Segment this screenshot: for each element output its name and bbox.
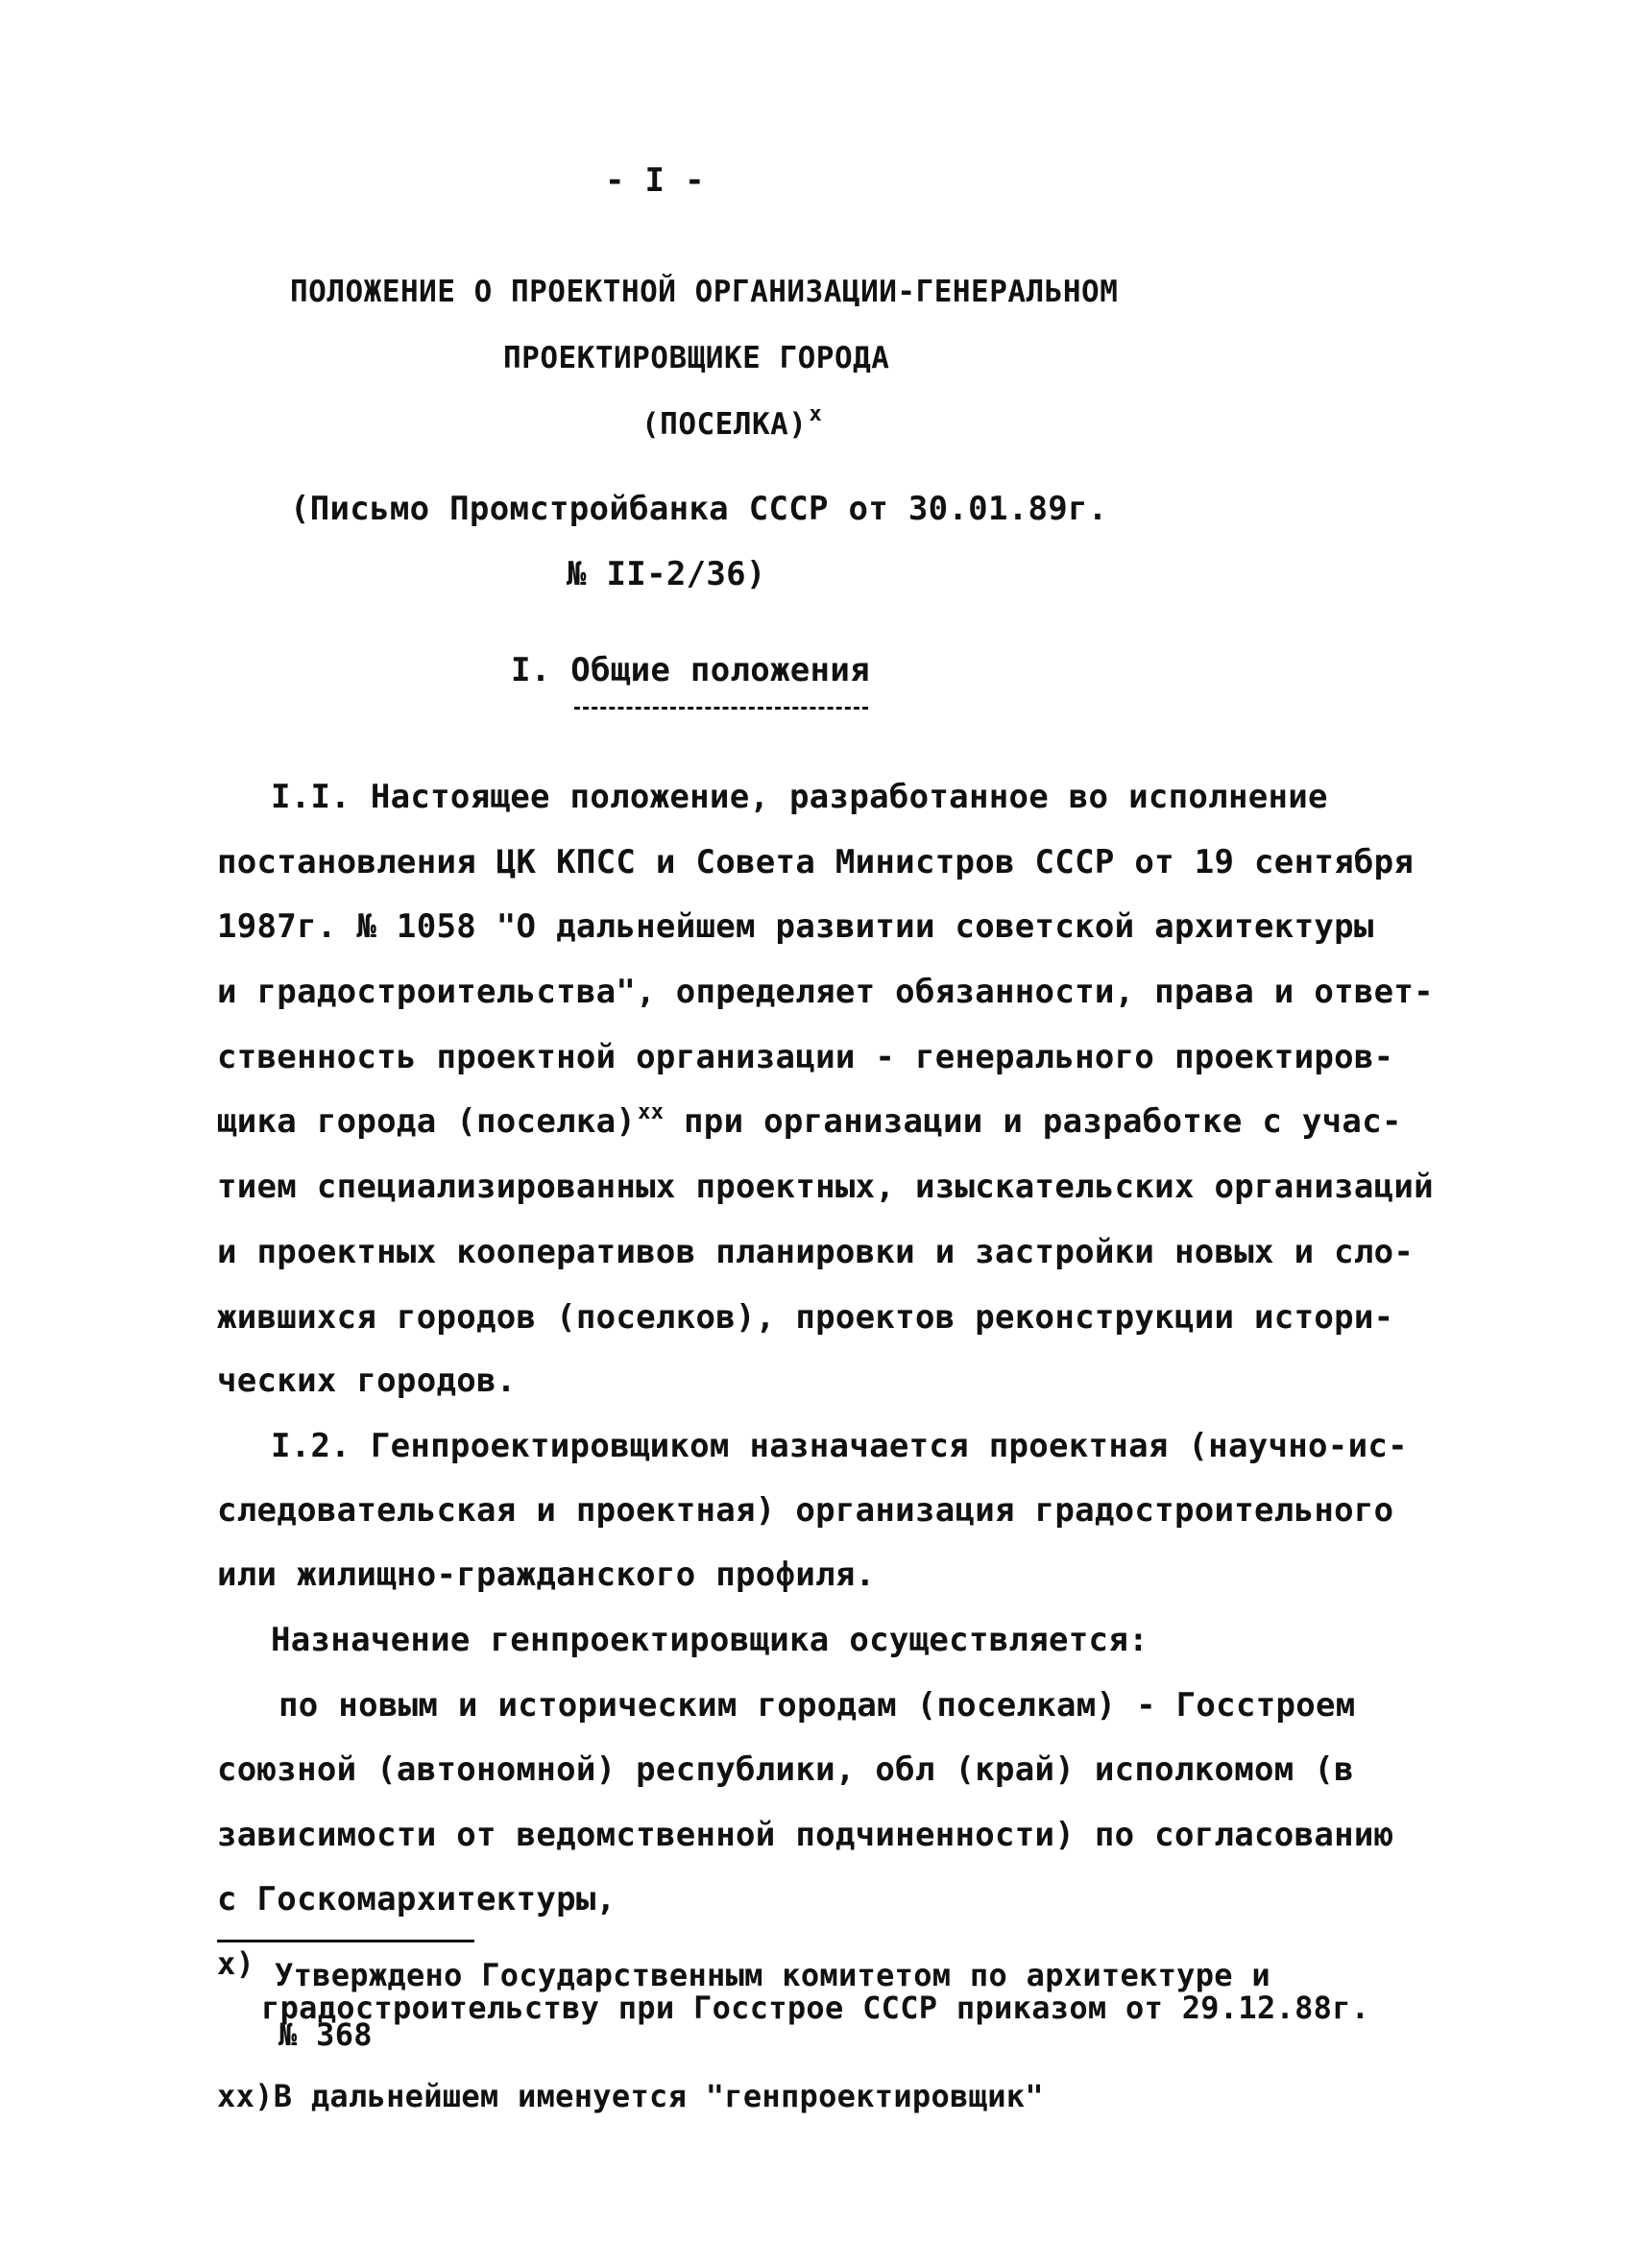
para-1-1-line-10: ческих городов. xyxy=(217,1362,517,1400)
para-1-1-line-9: жившихся городов (поселков), проектов реконструкции истори- xyxy=(217,1298,1394,1337)
para-1-1-line-4: и градостроительства", определяет обязанности, права и ответ- xyxy=(217,973,1434,1011)
para-1-1-line-5: ственность проектной организации - генерального проектиров- xyxy=(217,1038,1394,1076)
title-line-3 xyxy=(641,402,823,447)
appointment-line-5: с Госкомархитектуры, xyxy=(217,1880,617,1918)
appointment-line-1: Назначение генпроектировщика осуществляется: xyxy=(271,1621,1149,1659)
footnote-1-line-3: № 368 xyxy=(278,2016,373,2053)
title-line-3-text: (ПОСЕЛКА) xyxy=(641,407,808,442)
para-1-2-line-3: или жилищно-гражданского профиля. xyxy=(217,1556,876,1594)
para-1-1-line-3: 1987г. № 1058 "О дальнейшем развитии советской архитектуры xyxy=(217,907,1374,946)
para-1-1-line-6 xyxy=(217,1102,1402,1146)
reference-line-2: № II-2/36) xyxy=(567,555,766,593)
page-number: - I - xyxy=(605,161,705,200)
para-1-1-line-2: постановления ЦК КПСС и Совета Министров СССР от 19 сентября xyxy=(217,843,1415,881)
footnote-separator xyxy=(217,1940,474,1942)
para-1-1-line-6a: щика города (поселка) xyxy=(217,1102,637,1141)
footnote-1-line-1: Утверждено Государственным комитетом по архитектуре и xyxy=(275,1957,1270,1993)
footnote-1-mark: х) xyxy=(217,1945,255,1982)
footnote-2: хх)В дальнейшем именуется "генпроектировщик" xyxy=(217,2078,1044,2114)
para-1-1-footnote-mark: хх xyxy=(638,1100,665,1124)
para-1-1-line-7: тием специализированных проектных, изыскательских организаций xyxy=(217,1168,1434,1206)
title-line-2: ПРОЕКТИРОВЩИКЕ ГОРОДА xyxy=(503,341,890,375)
para-1-2-line-1: I.2. Генпроектировщиком назначается проектная (научно-ис- xyxy=(271,1427,1408,1465)
para-1-1-line-6b: при организации и разработке с учас- xyxy=(664,1102,1402,1141)
appointment-line-3: союзной (автономной) республики, обл (край) исполкомом (в xyxy=(217,1750,1354,1789)
title-footnote-mark: х xyxy=(809,402,823,426)
appointment-line-2: по новым и историческим городам (поселкам) - Госстроем xyxy=(278,1686,1356,1725)
title-line-1: ПОЛОЖЕНИЕ О ПРОЕКТНОЙ ОРГАНИЗАЦИИ-ГЕНЕРАЛЬНОМ xyxy=(290,275,1119,309)
section-heading: I. Общие положения xyxy=(511,651,870,689)
section-heading-underline xyxy=(574,707,868,710)
appointment-line-4: зависимости от ведомственной подчиненности) по согласованию xyxy=(217,1816,1394,1854)
reference-line-1: (Письмо Промстройбанка СССР от 30.01.89г. xyxy=(290,490,1108,528)
para-1-1-line-1: I.I. Настоящее положение, разработанное во исполнение xyxy=(271,778,1328,816)
para-1-1-line-8: и проектных кооперативов планировки и застройки новых и сло- xyxy=(217,1233,1415,1271)
para-1-2-line-2: следовательская и проектная) организация градостроительного xyxy=(217,1491,1394,1530)
footnote-1-line-2: градостроительству при Госстрое СССР приказом от 29.12.88г. xyxy=(261,1990,1370,2026)
